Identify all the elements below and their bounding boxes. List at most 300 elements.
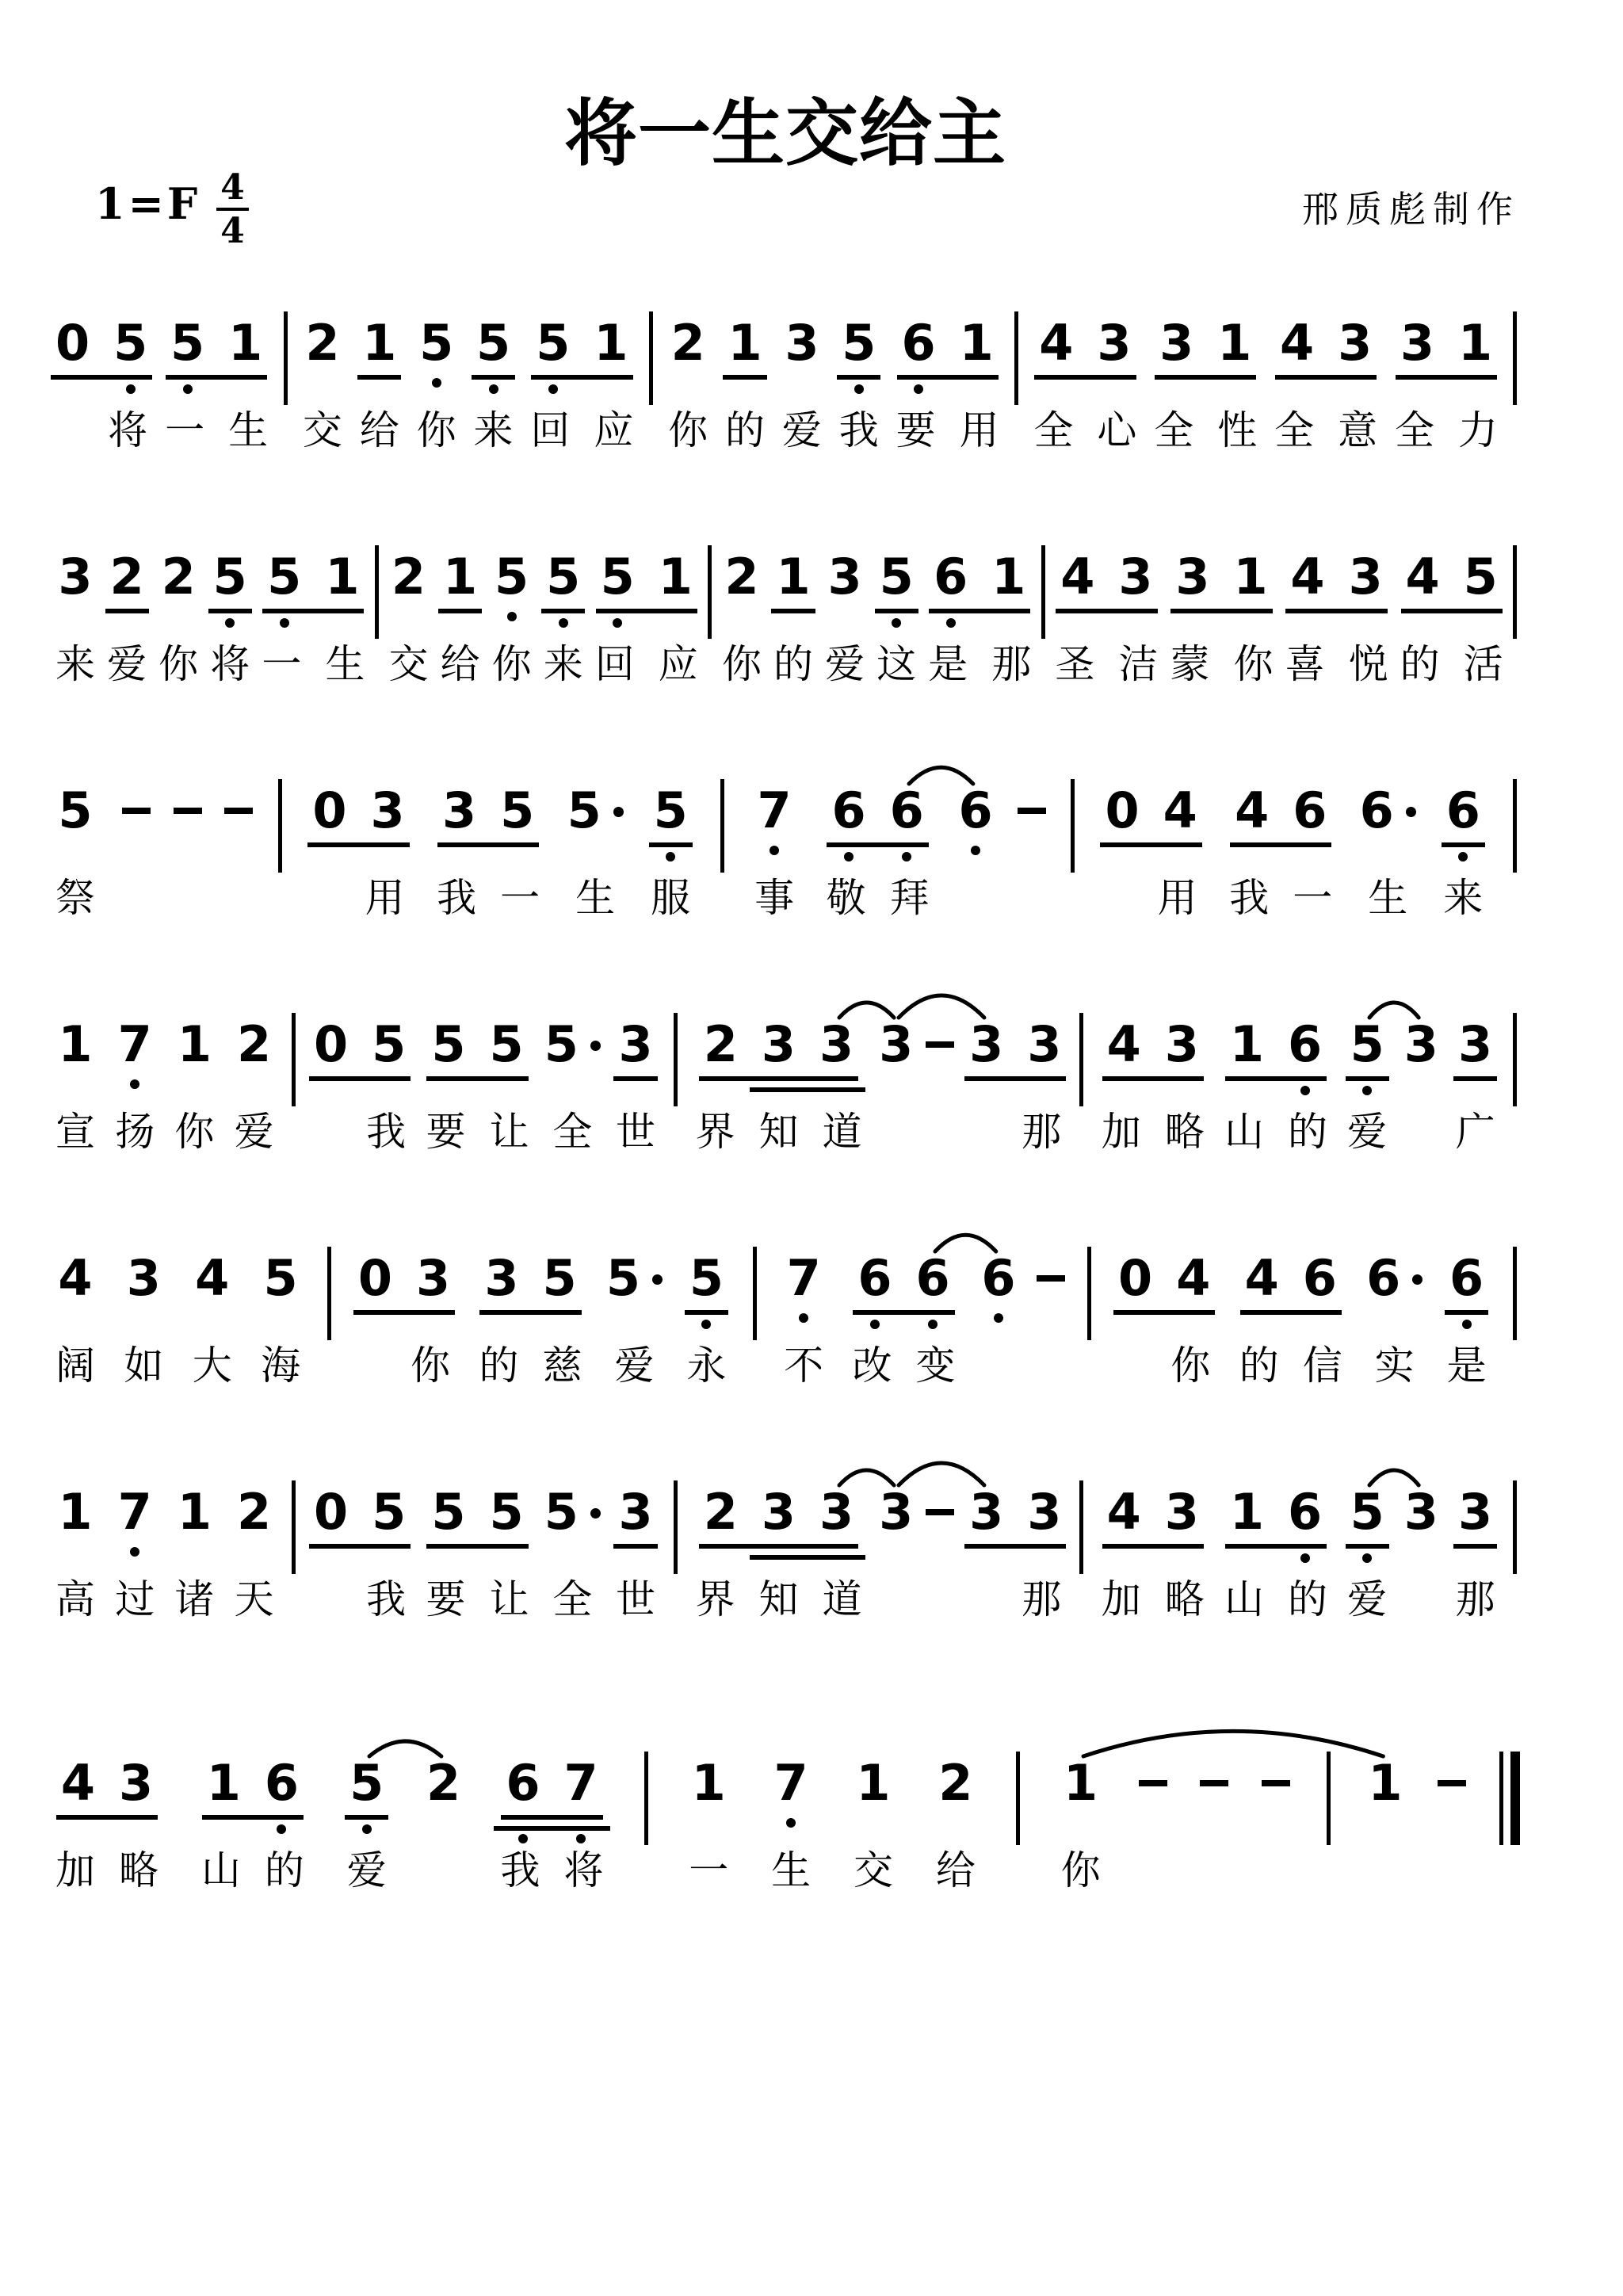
octave-low-dot <box>126 384 136 394</box>
note-digit: 5 <box>605 1249 641 1307</box>
note-digit: 4 <box>1235 781 1270 839</box>
note-cell <box>766 1754 815 1893</box>
lyric: 一 <box>1293 875 1333 921</box>
barline-cell <box>1085 1253 1094 1343</box>
time-signature-denominator: 4 <box>220 211 245 251</box>
note-digit: 5 <box>475 314 511 372</box>
lyric: 慈 <box>542 1343 582 1389</box>
note <box>237 1015 272 1073</box>
note-digit: 3 <box>1348 548 1383 606</box>
lyric: 爱 <box>781 407 822 453</box>
note-digit: 1 <box>58 1483 93 1541</box>
note-row <box>1113 1249 1215 1335</box>
lyric-row <box>590 642 703 686</box>
note-group-cell <box>682 1249 731 1389</box>
note-group-cell <box>469 314 518 453</box>
note-row <box>56 1754 158 1840</box>
octave-low-dot <box>548 384 558 394</box>
note-cell <box>684 1754 733 1893</box>
lyric: 如 <box>124 1343 164 1389</box>
dot-augmentation <box>613 807 624 817</box>
note-group-cell <box>1100 781 1201 921</box>
note-group-cell <box>1390 314 1503 453</box>
note-group-cell <box>923 548 1036 687</box>
note-row <box>1285 548 1387 634</box>
note-digit: 2 <box>426 1754 461 1812</box>
beam-group <box>853 1249 954 1315</box>
note <box>1244 1249 1279 1307</box>
lyric: 的 <box>1400 641 1440 687</box>
lyric: 山 <box>1224 1109 1264 1155</box>
beam-group <box>596 548 697 613</box>
dot-augmentation <box>1406 807 1416 817</box>
note <box>475 314 511 372</box>
note-digit: 7 <box>117 1015 152 1073</box>
dash-cell <box>1262 1758 1290 1848</box>
note-group-cell <box>964 1483 1066 1622</box>
lyric-row <box>170 1577 219 1622</box>
note-group-cell <box>205 548 254 687</box>
lyric <box>55 408 84 453</box>
note-row <box>1240 1249 1342 1335</box>
note <box>170 314 205 372</box>
lyric: 知 <box>758 1109 799 1155</box>
lyric-row <box>355 408 404 453</box>
lyric: 圣 <box>1055 641 1095 687</box>
note-group-cell <box>1220 1015 1332 1155</box>
note-digit: 2 <box>237 1483 272 1541</box>
duration-dash <box>1262 1780 1290 1786</box>
lyric: 服 <box>651 875 691 921</box>
note-digit: 6 <box>506 1754 540 1812</box>
lyric-row <box>1235 1343 1347 1388</box>
note-digit: 6 <box>857 1249 892 1307</box>
lyric: 海 <box>261 1343 301 1389</box>
note-digit: 1 <box>442 548 478 606</box>
lyric-row <box>230 1110 279 1154</box>
note <box>1458 314 1493 372</box>
note <box>889 781 924 839</box>
note-row <box>375 552 379 634</box>
lyric: 全 <box>1395 407 1435 453</box>
lyric-row <box>720 408 769 453</box>
lyric: 用 <box>959 407 999 453</box>
lyric: 略 <box>1164 1109 1205 1155</box>
note-row <box>929 548 1030 634</box>
note-digit: 3 <box>819 1483 854 1541</box>
note <box>536 314 571 372</box>
barline <box>1513 1013 1517 1106</box>
octave-low-dot <box>946 618 956 628</box>
lyric-row <box>609 1343 659 1388</box>
lyric-row <box>422 1110 534 1154</box>
note <box>879 548 914 606</box>
note-row <box>1453 1483 1497 1569</box>
note-digit: 3 <box>618 1483 653 1541</box>
lyric-row <box>197 1848 309 1893</box>
note <box>113 314 148 372</box>
barline-cell <box>646 318 655 408</box>
barline-cell <box>670 1019 680 1110</box>
duration-dash <box>1438 1780 1466 1786</box>
note <box>981 1249 1016 1307</box>
barline <box>1513 545 1517 639</box>
note-row <box>827 548 862 634</box>
note-row <box>391 548 426 634</box>
note-digit: 3 <box>1403 1015 1438 1073</box>
note-digit: 3 <box>761 1015 796 1073</box>
note-group-cell <box>422 1483 534 1622</box>
note-digit: 1 <box>691 1754 726 1812</box>
note-digit: 1 <box>1229 1483 1264 1541</box>
note-row <box>1346 1015 1389 1102</box>
note <box>1229 1015 1264 1073</box>
lyric <box>314 1110 342 1154</box>
note-digit: 3 <box>370 781 405 839</box>
note-row <box>263 1249 298 1335</box>
note <box>670 314 705 372</box>
note-row <box>685 1249 728 1335</box>
octave-low-dot <box>518 1834 528 1843</box>
note-digit: 1 <box>1229 1015 1264 1073</box>
barline-cell <box>1077 1487 1086 1577</box>
note-row <box>853 1249 954 1335</box>
lyric: 拜 <box>889 875 930 921</box>
note-digit: 6 <box>1359 781 1394 839</box>
note-group-cell <box>307 781 409 921</box>
note-digit: 5 <box>600 548 635 606</box>
key-row <box>51 167 1520 259</box>
note-digit: 5 <box>546 548 581 606</box>
barline-cell <box>670 1487 680 1577</box>
lyric-row <box>1451 1577 1500 1622</box>
note <box>842 314 876 372</box>
note <box>544 1015 601 1073</box>
note-digit: 2 <box>237 1015 272 1073</box>
note-row <box>1016 1758 1020 1840</box>
barline <box>720 779 724 873</box>
note-row <box>174 785 202 868</box>
octave-low-dot <box>854 384 864 394</box>
note-cell <box>298 314 347 453</box>
dash-cell <box>926 1487 954 1577</box>
beam-group <box>56 1754 158 1820</box>
note-group-cell <box>257 548 369 687</box>
lyric: 的 <box>264 1847 304 1893</box>
note-digit: 3 <box>484 1249 519 1307</box>
lyric: 生 <box>1368 875 1408 921</box>
note-digit: 1 <box>177 1483 212 1541</box>
note-row <box>926 1487 954 1569</box>
lyric-row <box>1149 408 1262 453</box>
barline <box>1513 1480 1517 1574</box>
octave-low-dot <box>613 618 622 628</box>
beam-second-underline <box>808 1555 865 1560</box>
note-row <box>284 318 288 400</box>
note-digit: 3 <box>1457 1483 1493 1541</box>
note <box>1403 1483 1438 1541</box>
note-cell <box>1359 781 1416 921</box>
note-digit: 3 <box>618 1015 653 1073</box>
note-cell <box>170 1015 219 1155</box>
note-row <box>1014 318 1018 400</box>
beam-group <box>166 314 267 380</box>
note-group-cell <box>539 548 588 687</box>
lyric-row <box>436 642 485 686</box>
lyric: 你 <box>158 641 199 687</box>
lyric: 性 <box>1217 407 1258 453</box>
dash-cell <box>1139 1758 1167 1848</box>
lyric-row <box>892 408 1004 453</box>
octave-low-dot <box>1462 1320 1472 1329</box>
note-row <box>1102 1483 1204 1569</box>
lyric: 信 <box>1302 1343 1342 1389</box>
lyric: 阔 <box>55 1343 95 1389</box>
note <box>117 1483 152 1541</box>
note-row <box>58 548 93 634</box>
octave-low-dot <box>576 1834 586 1843</box>
lyric: 交 <box>302 407 342 453</box>
music-line <box>51 1249 1520 1389</box>
note-row <box>541 548 585 634</box>
barline <box>644 1752 648 1845</box>
beam-group <box>208 548 252 613</box>
note <box>600 548 635 606</box>
note-digit: 1 <box>594 314 628 372</box>
note-digit: 4 <box>1176 1249 1211 1307</box>
duration-dash <box>1018 808 1046 814</box>
music-line <box>51 548 1520 687</box>
beam-group <box>1445 1249 1488 1315</box>
music-line <box>51 781 1520 921</box>
dash-cell <box>174 785 202 876</box>
note-digit: 3 <box>879 1015 914 1073</box>
note-row <box>58 1249 93 1335</box>
note-row <box>1262 1758 1290 1840</box>
barline-cell <box>1077 1019 1086 1110</box>
beam-group <box>1396 314 1497 380</box>
lyric: 爱 <box>234 1109 274 1155</box>
lyric-row <box>548 1577 597 1622</box>
note-digit: 5 <box>495 548 529 606</box>
key-label: 1=F <box>95 178 201 229</box>
beam-group <box>1034 314 1136 380</box>
note-group-cell <box>872 548 921 687</box>
barline-cell <box>1510 785 1520 876</box>
note-digit: 3 <box>1164 1015 1199 1073</box>
beam-group <box>1155 314 1256 380</box>
note-row <box>644 1758 648 1840</box>
note-row <box>105 548 149 634</box>
note <box>1366 1249 1423 1307</box>
note-row <box>1225 1483 1327 1569</box>
note <box>177 1015 212 1073</box>
beam-group <box>613 1483 657 1549</box>
note-group-cell <box>1438 781 1487 921</box>
note-digit: 5 <box>536 314 571 372</box>
note-group-cell <box>1097 1015 1209 1155</box>
note-digit: 1 <box>856 1754 891 1812</box>
lyric: 一 <box>262 641 302 687</box>
note-digit: 3 <box>1118 548 1153 606</box>
note-row <box>208 548 252 634</box>
note-digit: 5 <box>431 1483 466 1541</box>
note <box>177 1483 212 1541</box>
note-cell <box>849 1754 898 1893</box>
lyric: 力 <box>1458 407 1499 453</box>
lyric-row <box>1390 408 1503 453</box>
barline-cell <box>1510 552 1520 642</box>
note-cell <box>170 1483 219 1622</box>
note-cell <box>1056 1754 1106 1893</box>
note-cell <box>544 1483 601 1622</box>
lyric: 那 <box>1022 1109 1062 1155</box>
barline-cell <box>718 785 727 876</box>
lyric: 让 <box>489 1576 529 1622</box>
note-digit: 1 <box>362 314 397 372</box>
lyric-row <box>964 1110 1066 1154</box>
lyric: 全 <box>1154 407 1194 453</box>
beam-group <box>1442 781 1485 847</box>
note-digit: 5 <box>263 1249 298 1307</box>
lyric <box>312 876 341 920</box>
lyric-row <box>1056 1848 1106 1893</box>
note-row <box>724 548 759 634</box>
note-digit: 0 <box>357 1249 393 1307</box>
note <box>1290 548 1325 606</box>
note-digit: 1 <box>658 548 693 606</box>
octave-low-dot <box>1362 1086 1372 1095</box>
lyric: 敬 <box>826 875 866 921</box>
note-digit: 5 <box>372 1015 407 1073</box>
note-row <box>753 1253 757 1335</box>
duration-dash <box>122 808 151 814</box>
note-row <box>964 1483 1066 1569</box>
beam-group <box>875 548 918 613</box>
lyric: 你 <box>668 407 708 453</box>
barline-cell <box>1510 1487 1520 1577</box>
octave-low-dot <box>701 1320 711 1329</box>
barline <box>1016 1752 1020 1845</box>
note-row <box>720 785 724 868</box>
note <box>325 548 360 606</box>
note <box>60 1754 95 1812</box>
lyric-row <box>690 1110 866 1154</box>
note-group-cell <box>1235 1249 1347 1389</box>
note-row <box>1513 1253 1517 1335</box>
note <box>206 1754 241 1812</box>
note-digit: 4 <box>195 1249 230 1307</box>
note-row <box>426 1754 461 1840</box>
note-row <box>479 1249 581 1335</box>
note <box>1449 1249 1484 1307</box>
note-digit: 0 <box>314 1015 349 1073</box>
note-group-cell <box>160 314 273 453</box>
note-group-cell <box>964 1015 1066 1155</box>
lyric-row <box>766 1848 815 1893</box>
note-cell <box>544 1015 601 1155</box>
barline <box>292 1013 296 1106</box>
lyric-row <box>717 642 766 686</box>
beam-group <box>309 1015 411 1081</box>
lyric: 交 <box>388 641 429 687</box>
lyric-row <box>257 642 369 686</box>
note-row <box>353 1249 455 1335</box>
note-row <box>879 1483 914 1569</box>
note-cell <box>51 781 100 921</box>
note-row <box>1037 1253 1065 1335</box>
note-digit: 0 <box>314 1483 349 1541</box>
note-digit: 4 <box>1163 781 1197 839</box>
lyric: 的 <box>479 1343 519 1389</box>
note-digit: 1 <box>1064 1754 1098 1812</box>
note <box>1106 1483 1141 1541</box>
beam-group <box>964 1483 1066 1549</box>
lyric-row <box>1029 408 1141 453</box>
octave-low-dot <box>225 618 235 628</box>
note-digit: 4 <box>1106 1483 1141 1541</box>
note <box>594 314 628 372</box>
lyric-row <box>432 876 544 920</box>
note-group-cell <box>51 314 152 453</box>
note-cell <box>51 1249 100 1389</box>
lyric-row <box>820 642 869 686</box>
note-row <box>837 314 880 400</box>
note-digit: 6 <box>915 1249 950 1307</box>
note-group-cell <box>1113 1249 1215 1389</box>
note <box>703 1015 738 1073</box>
octave-low-dot <box>432 378 441 388</box>
note-row <box>117 1015 152 1102</box>
note-cell <box>412 314 461 453</box>
lyric-row <box>1101 876 1202 920</box>
final-barline-thick <box>1510 1752 1520 1845</box>
note-cell <box>188 1249 237 1389</box>
lyric-row <box>682 1343 731 1388</box>
note-group-cell <box>475 1249 587 1389</box>
lyric: 将 <box>563 1847 604 1893</box>
lyric-row <box>923 642 1036 686</box>
note-digit: 5 <box>489 1015 524 1073</box>
beam-group <box>309 1483 411 1549</box>
note-digit: 1 <box>228 314 263 372</box>
octave-low-dot <box>559 618 568 628</box>
note <box>703 1483 738 1541</box>
lyric-row <box>931 1848 980 1893</box>
lyric: 是 <box>928 641 968 687</box>
note-digit: 3 <box>819 1015 854 1073</box>
note-digit: 6 <box>981 1249 1016 1307</box>
lyric: 应 <box>594 407 634 453</box>
note <box>314 1483 349 1541</box>
note-group-cell <box>342 1754 391 1893</box>
note-row <box>1155 314 1256 400</box>
note <box>1027 1015 1062 1073</box>
note-row <box>1368 1754 1403 1840</box>
lyric-row <box>1050 642 1163 686</box>
lyric-row <box>822 876 934 920</box>
barline-cell <box>276 785 285 876</box>
lyric: 这 <box>876 641 917 687</box>
beam-group <box>1102 1483 1204 1549</box>
lyric: 来 <box>1443 875 1484 921</box>
lyric-row <box>1438 876 1487 920</box>
lyric: 不 <box>784 1343 824 1389</box>
note-digit: 5 <box>1350 1483 1384 1541</box>
lyric-row <box>51 1577 100 1622</box>
note-digit: 4 <box>1290 548 1325 606</box>
beam-group <box>964 1015 1066 1081</box>
